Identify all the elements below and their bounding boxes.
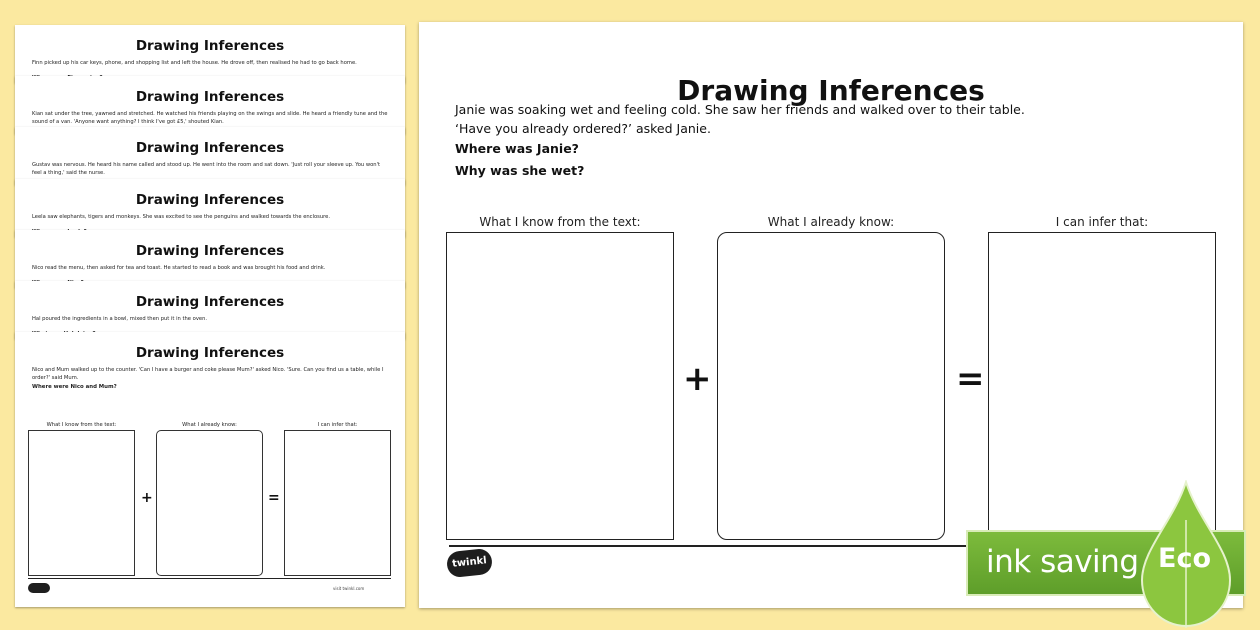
story-text: Gustav was nervous. He heard his name called and stood up. He went into the room and sat down. 'Just roll your sleeve up. You won't feel a thing,' said the nurse. (32, 162, 381, 176)
question-2: Why was she wet? (455, 163, 585, 178)
equals-sign: = (956, 359, 985, 399)
label-know-text: What I know from the text: (479, 215, 641, 229)
plus-sign: + (683, 359, 712, 399)
stack-page-4 (15, 179, 405, 237)
page-title: Drawing Inferences (135, 294, 285, 310)
page-title: Drawing Inferences (135, 243, 285, 259)
label-already-know: What I already know: (182, 422, 237, 428)
ink-saving-text: ink saving (986, 544, 1139, 580)
story-text: Nico and Mum walked up to the counter. 'Can I have a burger and coke please Mum?' asked Nico. 'Sure. Can you find us a table, while I order?' said Mum. (32, 367, 384, 381)
story-text: Nico read the menu, then asked for tea and toast. He started to read a book and was brought his food and drink. (32, 265, 326, 271)
page-title: Drawing Inferences (135, 140, 285, 156)
equals-sign: = (268, 490, 280, 506)
eco-label: Eco (1158, 543, 1211, 574)
main-worksheet (419, 22, 1243, 608)
label-infer: I can infer that: (1055, 215, 1149, 229)
already-know-box[interactable] (156, 430, 263, 576)
know-text-box[interactable] (446, 232, 674, 540)
already-know-box[interactable] (717, 232, 945, 540)
question: Where were Nico and Mum? (32, 384, 117, 390)
stack-page-2 (15, 76, 405, 134)
page-title: Drawing Inferences (135, 89, 285, 105)
page-title: Drawing Inferences (135, 38, 285, 54)
label-infer: I can infer that: (317, 422, 358, 428)
infer-box[interactable] (284, 430, 391, 576)
twinkl-logo: twinkl (446, 548, 493, 579)
stack-page-5 (15, 230, 405, 288)
page-title: Drawing Inferences (135, 345, 285, 361)
stack-page-6 (15, 281, 405, 339)
footer-line (28, 578, 391, 579)
know-text-box[interactable] (28, 430, 135, 576)
question-1: Where was Janie? (455, 141, 579, 156)
plus-sign: + (141, 490, 153, 506)
stack-page-1 (15, 25, 405, 83)
story-text: Leela saw elephants, tigers and monkeys. She was excited to see the penguins and walked towards the enclosure. (32, 214, 330, 220)
twinkl-logo (28, 583, 50, 593)
story-text: Kian sat under the tree, yawned and stretched. He watched his friends playing on the swings and slide. He heard a friendly tune and the sound of a van. 'Anyone want anything? I think I've got £5,' shouted Kian. (32, 111, 388, 125)
story-line-1: Janie was soaking wet and feeling cold. She saw her friends and walked over to their table. (455, 102, 1025, 117)
label-already-know: What I already know: (767, 215, 895, 229)
story-text: Finn picked up his car keys, phone, and shopping list and left the house. He drove off, then realised he had to go back home. (32, 60, 357, 66)
stack-page-7 (15, 332, 405, 607)
stack-page-3 (15, 127, 405, 185)
footer-text: visit twinkl.com (333, 586, 365, 591)
story-line-2: ‘Have you already ordered?’ asked Janie. (455, 121, 711, 136)
label-know-text: What I know from the text: (46, 422, 117, 428)
page-title: Drawing Inferences (677, 74, 985, 107)
story-text: Hal poured the ingredients in a bowl, mixed then put it in the oven. (32, 316, 208, 322)
page-title: Drawing Inferences (135, 192, 285, 208)
